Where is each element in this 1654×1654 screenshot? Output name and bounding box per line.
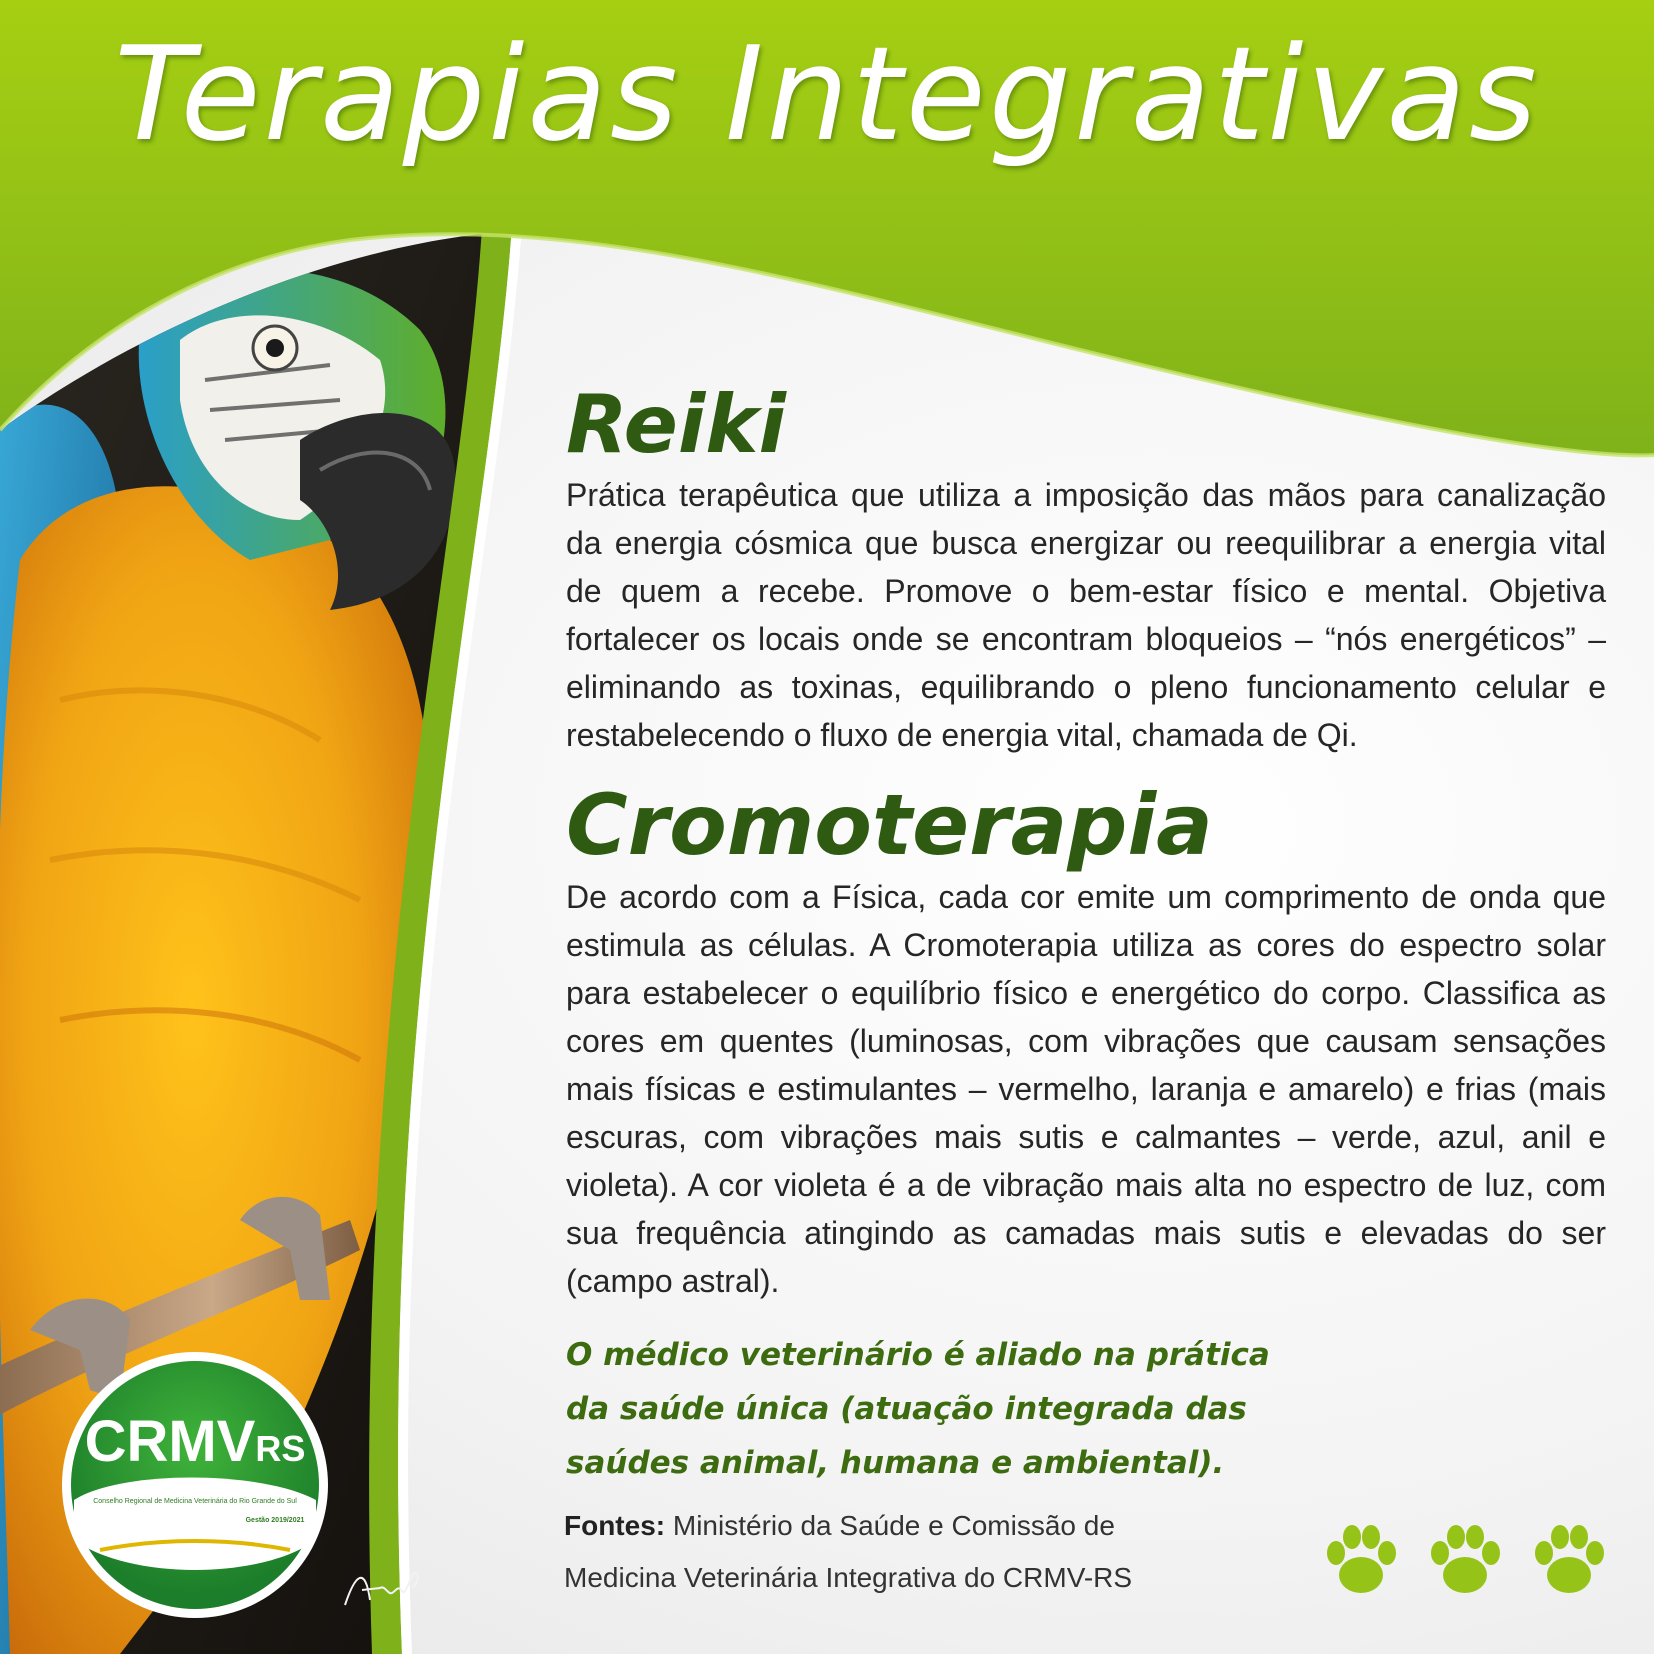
sources (564, 1500, 1204, 1604)
sources-label: Fontes: (564, 1510, 666, 1541)
page-title: Terapias Integrativas (114, 18, 1540, 170)
logo-name-text: CRMV (84, 1409, 256, 1474)
crmv-logo (60, 1350, 330, 1620)
logo-suffix: RS (255, 1428, 306, 1469)
paw-icon (1420, 1515, 1510, 1605)
reiki-heading: Reiki (566, 378, 786, 471)
sources-text: Ministério da Saúde e Comissão de Medicina Veterinária Integrativa do CRMV-RS (564, 1510, 1133, 1593)
paw-icon (1316, 1515, 1406, 1605)
highlight-text: O médico veterinário é aliado na prática da saúde única (atuação integrada das saúdes animal, humana e ambiental). (566, 1337, 1270, 1481)
signature-icon (340, 1555, 430, 1615)
cromoterapia-text: De acordo com a Física, cada cor emite um comprimento de onda que estimula as células. A Cromoterapia utiliza as cores do espectro solar para estabelecer o equilíbrio físico e energético do corpo. Classifica as cores em quentes (luminosas, com vibrações que causam sensações mais físicas e estimulantes – vermelho, laranja e amarelo) e frias (mais escuras, com vibrações mais sutis e calmantes – verde, azul, anil e violeta). A cor violeta é a de vibração mais alta no espectro de luz, com sua frequência atingindo as camadas mais sutis e elevadas do ser (campo astral). (566, 879, 1606, 1299)
logo-term: Gestão 2019/2021 (245, 1517, 305, 1524)
paw-icon (1524, 1515, 1614, 1605)
cromoterapia-heading: Cromoterapia (566, 776, 1213, 874)
logo-subtitle: Conselho Regional de Medicina Veterinária do Rio Grande do Sul (93, 1498, 297, 1505)
reiki-text: Prática terapêutica que utiliza a imposição das mãos para canalização da energia cósmica que busca energizar ou reequilibrar a energia vital de quem a recebe. Promove o bem-estar físico e mental. Objetiva fortalecer os locais onde se encontram bloqueios – “nós energéticos” – eliminando as toxinas, equilibrando o pleno funcionamento celular e restabelecendo o fluxo de energia vital, chamada de Qi. (566, 477, 1606, 753)
logo-badge (60, 1350, 330, 1620)
content-column (566, 378, 1606, 1305)
logo-name (60, 1408, 330, 1475)
